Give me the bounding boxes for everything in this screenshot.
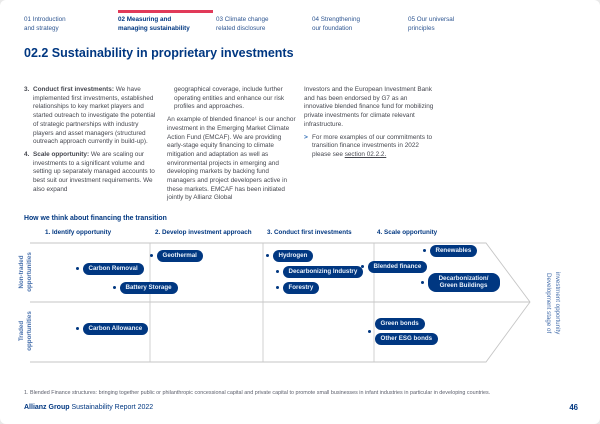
- brand-name: Allianz Group: [24, 404, 70, 411]
- stage-header-2: 2. Develop investment approach: [155, 229, 252, 236]
- stage-header-3: 3. Conduct first investments: [267, 229, 352, 236]
- nav-item-line: related disclosure: [216, 24, 266, 32]
- bullet-dot-icon: [76, 327, 79, 330]
- bullet-dot-icon: [266, 254, 269, 257]
- pill-decarbonizing-industry: [276, 266, 363, 278]
- nav-item-05-principles[interactable]: [408, 16, 454, 33]
- cross-reference: [304, 134, 437, 160]
- pill-label: Forestry: [283, 282, 320, 294]
- list-lead: Conduct first investments:: [33, 86, 114, 93]
- axis-label-line: Development stage of: [545, 272, 552, 334]
- body-column-3: [304, 86, 437, 160]
- bullet-dot-icon: [276, 270, 279, 273]
- body-column-1: [24, 86, 156, 198]
- nav-item-line: 03 Climate change: [216, 16, 269, 23]
- pill-label: Battery Storage: [120, 282, 178, 294]
- bullet-dot-icon: [368, 330, 371, 333]
- chevron-right-icon: >: [304, 133, 308, 141]
- pill-label-other-esg-bonds: Other ESG bonds: [375, 333, 439, 345]
- row-label-traded: Traded opportunities: [18, 311, 33, 351]
- pill-label-green-bonds: Green bonds: [375, 318, 425, 330]
- pill-blended-finance: [361, 261, 427, 273]
- list-item-4: [24, 151, 156, 195]
- nav-item-line: and strategy: [24, 24, 59, 32]
- pill-label: Blended finance: [368, 261, 428, 273]
- bullet-dot-icon: [421, 281, 424, 284]
- pill-label: Renewables: [430, 245, 478, 257]
- bullet-dot-icon: [361, 265, 364, 268]
- pill-carbon-removal: [76, 263, 144, 275]
- list-lead: Scale opportunity:: [33, 150, 90, 158]
- active-section-bar: [118, 10, 213, 13]
- paragraph: geographical coverage, include further operating entities and enhance our risk profiles and approaches.: [174, 86, 285, 111]
- page-title: 02.2 Sustainability in proprietary investments: [24, 46, 294, 60]
- nav-item-line: 05 Our universal: [408, 16, 455, 23]
- pill-group-bonds: [368, 318, 438, 345]
- paragraph: Investors and the European Investment Bank and has been endorsed by G7 as an innovative blended finance fund for mobilizing private investments for climate relevant infrastructure.: [304, 86, 434, 128]
- cross-reference-text: For more examples of our commitments to transition finance investments in 2022 please see: [312, 133, 433, 158]
- page-number: 46: [569, 403, 578, 412]
- nav-item-line: principles: [408, 24, 435, 32]
- nav-item-line: our foundation: [312, 24, 353, 32]
- nav-item-line: managing sustainability: [118, 24, 190, 32]
- row-label-non-traded: Non-traded opportunities: [18, 252, 33, 292]
- pill-hydrogen: [266, 250, 313, 262]
- nav-item-line: 01 Introduction: [24, 16, 66, 23]
- axis-label-development-stage: [544, 244, 562, 362]
- pill-label: Carbon Allowance: [83, 323, 149, 335]
- nav-item-line: 02 Measuring and: [118, 16, 172, 23]
- bullet-dot-icon: [276, 286, 279, 289]
- nav-item-line: 04 Strengthening: [312, 16, 360, 23]
- report-name: Sustainability Report 2022: [71, 404, 154, 411]
- pill-label: Decarbonization/ Green Buildings: [428, 273, 500, 292]
- body-column-2: [167, 86, 297, 207]
- pill-battery-storage: [113, 282, 178, 294]
- axis-label-line: investment opportunity: [554, 271, 561, 335]
- list-number: 3.: [24, 86, 30, 93]
- footer-report-title: [24, 404, 153, 411]
- section-link[interactable]: section 02.2.2.: [344, 150, 387, 158]
- nav-item-01-introduction[interactable]: [24, 16, 66, 33]
- pill-label: Carbon Removal: [83, 263, 144, 275]
- nav-item-04-strengthening[interactable]: [312, 16, 360, 33]
- bullet-dot-icon: [76, 267, 79, 270]
- pill-forestry: [276, 282, 319, 294]
- pill-renewables: [423, 245, 477, 257]
- pill-label: Geothermal: [157, 250, 203, 262]
- pill-decarbonization-green-buildings: [421, 273, 500, 292]
- list-text: We are scaling our investments to a significant volume and setting up separately managed accounts to best suit our investment requirements. We also expand: [33, 150, 155, 193]
- bullet-dot-icon: [113, 286, 116, 289]
- diagram-heading: How we think about financing the transition: [24, 215, 167, 222]
- nav-item-02-measuring[interactable]: [118, 16, 190, 33]
- pill-geothermal: [150, 250, 203, 262]
- stage-header-4: 4. Scale opportunity: [377, 229, 438, 236]
- paragraph: An example of blended finance¹ is our anchor investment in the Emerging Market Climate Action Fund (EMCAF). We are providing early-stage equity financing to climate mitigation and adaptation as well as environmental projects in emerging and developing markets by backing fund managers and project developers active in these markets. EMCAF has been initiated jointly by Allianz Global: [167, 116, 296, 202]
- footnote: 1. Blended Finance structures: bringing together public or philanthropic concessional capital and private capital to promote small businesses in infant industries in particular in developing countries.: [24, 390, 491, 396]
- pill-label: Hydrogen: [273, 250, 314, 262]
- list-text: We have implemented first investments, established relationships to key market players and started outreach to investigate the potential of strategic partnerships with industry players and asset managers (structured outreach approach currently in build-up).: [33, 86, 156, 146]
- bullet-dot-icon: [150, 254, 153, 257]
- pill-label: Decarbonizing Industry: [283, 266, 364, 278]
- list-item-3: [24, 86, 156, 147]
- nav-item-03-climate[interactable]: [216, 16, 269, 33]
- bullet-dot-icon: [423, 249, 426, 252]
- pill-carbon-allowance: [76, 323, 148, 335]
- stage-header-1: 1. Identify opportunity: [45, 229, 112, 236]
- list-number: 4.: [24, 150, 30, 158]
